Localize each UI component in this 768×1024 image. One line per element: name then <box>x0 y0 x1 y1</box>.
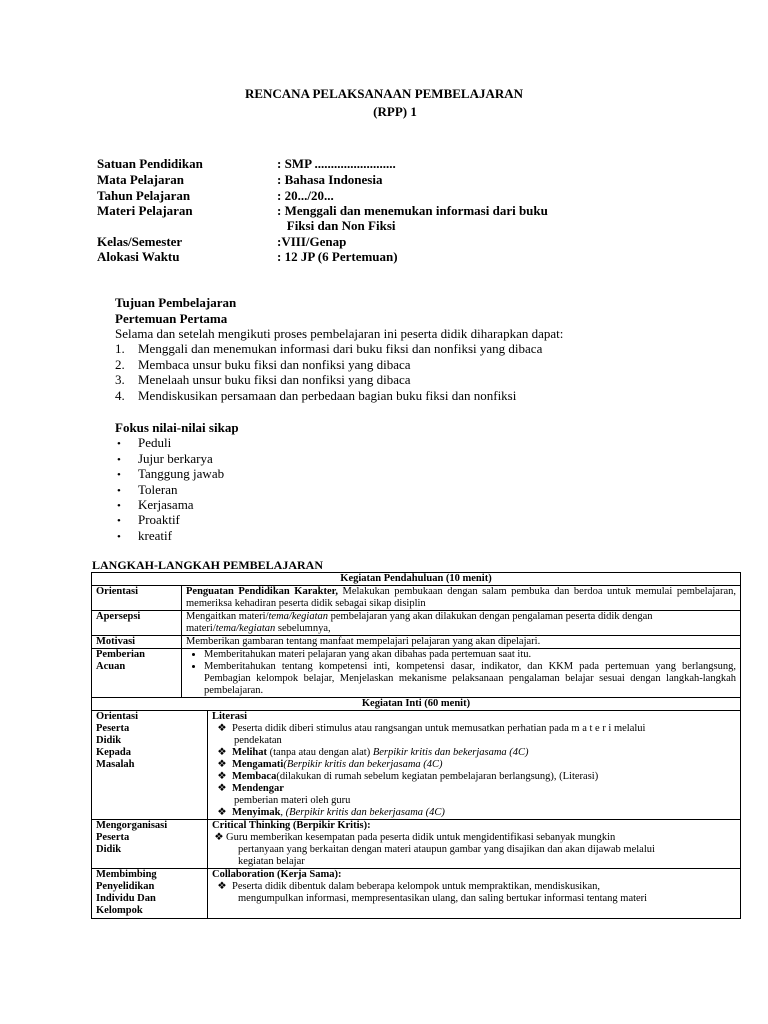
item-number: 3. <box>115 372 125 387</box>
fokus-item <box>117 435 171 452</box>
acuan-content <box>182 649 741 698</box>
list-item: • Memberitahukan tentang kompetensi inti, kompetensi dasar, indikator, dan KKM pada pertemuan yang berlangsung, Pembagian kelompok belajar, Menjelaskan mekanisme pelaksanaan pengalaman belajar sesuai dengan langkah-langkah pembelajaran. <box>204 661 736 697</box>
identity-label: Kelas/Semester <box>97 234 183 249</box>
table-row <box>92 711 741 820</box>
fokus-item-text: Peduli <box>138 435 172 450</box>
menyimak-line <box>212 807 736 819</box>
item-number: 2. <box>115 357 125 372</box>
membaca-text: (dilakukan di rumah sebelum kegiatan pembelajaran berlangsung), (Literasi) <box>276 771 599 782</box>
langkah-heading: LANGKAH-LANGKAH PEMBELAJARAN <box>92 558 324 572</box>
diamond-icon: ❖ <box>214 832 224 843</box>
orientasi-masalah-label <box>92 711 208 820</box>
tujuan-heading: Tujuan Pembelajaran <box>115 295 237 310</box>
apersepsi-italic: tema/kegiatan <box>215 623 276 634</box>
fokus-item-text: kreatif <box>138 528 172 543</box>
bullet-icon: • <box>117 531 121 543</box>
stimulus-text: Peserta didik diberi stimulus atau rangsangan untuk memusatkan perhatian pada m a t e r i melalui <box>232 723 646 734</box>
diamond-icon: ❖ <box>217 783 227 794</box>
fokus-item-text: Proaktif <box>138 512 180 527</box>
apersepsi-text: sebelumnya, <box>275 623 331 634</box>
melihat-bold: Melihat <box>232 747 267 758</box>
collab-line <box>212 881 736 893</box>
melihat-line <box>212 747 736 759</box>
identity-label: Mata Pelajaran <box>97 172 185 187</box>
acuan-label <box>92 649 182 698</box>
collaboration-content <box>208 869 741 919</box>
orientasi-content <box>182 586 741 611</box>
tujuan-item <box>115 357 411 372</box>
critical-thinking-heading: Critical Thinking (Berpikir Kritis): <box>212 820 371 831</box>
collab-line-cont: mengumpulkan informasi, mempresentasikan ulang, dan saling bertukar informasi tentang materi <box>238 893 648 904</box>
motivasi-content: Memberikan gambaran tentang manfaat mempelajari pelajaran yang akan dipelajari. <box>182 636 741 649</box>
identity-value: : Bahasa Indonesia <box>277 172 383 187</box>
menyimak-bold: Menyimak <box>232 807 281 818</box>
fokus-item <box>117 528 172 545</box>
table-row <box>92 649 741 698</box>
critical-thinking-content <box>208 820 741 869</box>
literasi-content <box>208 711 741 820</box>
fokus-heading: Fokus nilai-nilai sikap <box>115 420 239 435</box>
label-line: Kepada <box>96 747 132 758</box>
bullet-icon: • <box>117 515 121 527</box>
tujuan-intro: Selama dan setelah mengikuti proses pembelajaran ini peserta didik diharapkan dapat: <box>115 326 564 341</box>
pendahuluan-header: Kegiatan Pendahuluan (10 menit) <box>92 573 741 586</box>
tujuan-subheading: Pertemuan Pertama <box>115 311 228 326</box>
tujuan-item <box>115 388 516 403</box>
stimulus-line-cont: pendekatan <box>234 735 282 746</box>
acuan-label-line: Acuan <box>96 661 126 672</box>
identity-value: Fiksi dan Non Fiksi <box>277 218 396 233</box>
critical-line-cont: kegiatan belajar <box>238 856 305 867</box>
membaca-bold: Membaca <box>232 771 277 782</box>
item-text: Membaca unsur buku fiksi dan nonfiksi yang dibaca <box>138 357 411 372</box>
mendengar-line <box>212 783 736 795</box>
bullet-icon: • <box>117 454 121 466</box>
mengorganisasi-label <box>92 820 208 869</box>
mengamati-bold: Mengamati <box>232 759 284 770</box>
membimbing-label <box>92 869 208 919</box>
diamond-icon: ❖ <box>217 771 227 782</box>
tujuan-item <box>115 372 411 387</box>
item-text: Menggali dan menemukan informasi dari buku fiksi dan nonfiksi yang dibaca <box>138 341 543 356</box>
diamond-icon: ❖ <box>217 759 227 770</box>
identity-value: :VIII/Genap <box>277 234 347 249</box>
apersepsi-label: Apersepsi <box>92 611 182 636</box>
identity-value: : 12 JP (6 Pertemuan) <box>277 249 398 264</box>
table-row <box>92 869 741 919</box>
mendengar-text: pemberian materi oleh guru <box>234 795 351 806</box>
label-line: Individu Dan <box>96 893 156 904</box>
identity-value: : SMP ......................... <box>277 156 396 171</box>
mendengar-bold: Mendengar <box>232 783 284 794</box>
document-title: RENCANA PELAKSANAAN PEMBELAJARAN <box>244 86 524 101</box>
orientasi-bold: Penguatan Pendidikan Karakter, <box>186 586 338 597</box>
identity-label: Alokasi Waktu <box>97 249 180 264</box>
critical-text: Guru memberikan kesempatan pada peserta didik untuk mengidentifikasi sebanyak mungkin <box>226 832 616 843</box>
label-line: Membimbing <box>96 869 157 880</box>
fokus-item-text: Toleran <box>138 482 178 497</box>
collab-text: Peserta didik dibentuk dalam beberapa kelompok untuk mempraktikan, mendiskusikan, <box>232 881 600 892</box>
tujuan-item <box>115 341 542 356</box>
membaca-line <box>212 771 736 783</box>
apersepsi-content <box>182 611 741 636</box>
stimulus-line <box>212 723 736 735</box>
orientasi-label: Orientasi <box>92 586 182 611</box>
label-line: Peserta <box>96 832 130 843</box>
diamond-icon: ❖ <box>217 747 227 758</box>
menyimak-italic: , (Berpikir kritis dan bekerjasama (4C) <box>280 807 445 818</box>
diamond-icon: ❖ <box>217 723 227 734</box>
apersepsi-text: Mengaitkan materi/ <box>186 611 269 622</box>
melihat-italic: Berpikir kritis dan bekerjasama (4C) <box>372 747 529 758</box>
item-text: Menelaah unsur buku fiksi dan nonfiksi yang dibaca <box>138 372 411 387</box>
inti-header: Kegiatan Inti (60 menit) <box>92 698 741 711</box>
label-line: Kelompok <box>96 905 143 916</box>
literasi-heading: Literasi <box>212 711 247 722</box>
label-line: Didik <box>96 844 122 855</box>
diamond-icon: ❖ <box>217 807 227 818</box>
identity-value: : 20.../20... <box>277 188 334 203</box>
list-item: • Memberitahukan materi pelajaran yang akan dibahas pada pertemuan saat itu. <box>204 649 736 661</box>
bullet-icon: • <box>117 485 121 497</box>
table-row <box>92 698 741 711</box>
apersepsi-text: pembelajaran yang akan dilakukan dengan pengalaman peserta didik dengan materi/ <box>186 611 653 634</box>
critical-line-cont: pertanyaan yang berkaitan dengan materi ataupun gambar yang disajikan dan akan dijawab melalui <box>238 844 655 855</box>
label-line: Orientasi <box>96 711 138 722</box>
diamond-icon: ❖ <box>217 881 227 892</box>
document-subtitle: (RPP) 1 <box>373 104 417 119</box>
identity-label: Tahun Pelajaran <box>97 188 191 203</box>
identity-label: Satuan Pendidikan <box>97 156 203 171</box>
acuan-label-line: Pemberian <box>96 649 145 660</box>
bullet-icon: • <box>117 500 121 512</box>
table-row <box>92 573 741 586</box>
label-line: Masalah <box>96 759 135 770</box>
fokus-item <box>117 512 180 529</box>
bullet-icon: • <box>117 438 121 450</box>
label-line: Mengorganisasi <box>96 820 168 831</box>
table-row <box>92 636 741 649</box>
bullet-icon: • <box>117 469 121 481</box>
langkah-table <box>91 572 741 919</box>
acuan-list <box>186 649 736 697</box>
label-line: Peserta <box>96 723 130 734</box>
label-line: Penyelidikan <box>96 881 155 892</box>
collaboration-heading: Collaboration (Kerja Sama): <box>212 869 342 880</box>
critical-line <box>212 832 736 844</box>
item-number: 4. <box>115 388 125 403</box>
fokus-item-text: Jujur berkarya <box>138 451 213 466</box>
table-row <box>92 586 741 611</box>
motivasi-label: Motivasi <box>92 636 182 649</box>
mengamati-line <box>212 759 736 771</box>
melihat-text: (tanpa atau dengan alat) <box>267 747 373 758</box>
fokus-item-text: Kerjasama <box>138 497 194 512</box>
item-text: Mendiskusikan persamaan dan perbedaan bagian buku fiksi dan nonfiksi <box>138 388 517 403</box>
orientasi-text: Melakukan pembukaan dengan salam pembuka dan berdoa untuk memulai pembelajaran, memeriksa kehadiran peserta didik sebagai sikap disiplin <box>186 586 736 609</box>
item-number: 1. <box>115 341 125 356</box>
label-line: Didik <box>96 735 122 746</box>
table-row <box>92 611 741 636</box>
identity-label: Materi Pelajaran <box>97 203 193 218</box>
fokus-item-text: Tanggung jawab <box>138 466 225 481</box>
fokus-item <box>117 466 224 483</box>
mengamati-italic: (Berpikir kritis dan bekerjasama (4C) <box>283 759 443 770</box>
table-row <box>92 820 741 869</box>
apersepsi-italic: tema/kegiatan <box>268 611 328 622</box>
identity-value: : Menggali dan menemukan informasi dari buku <box>277 203 548 218</box>
